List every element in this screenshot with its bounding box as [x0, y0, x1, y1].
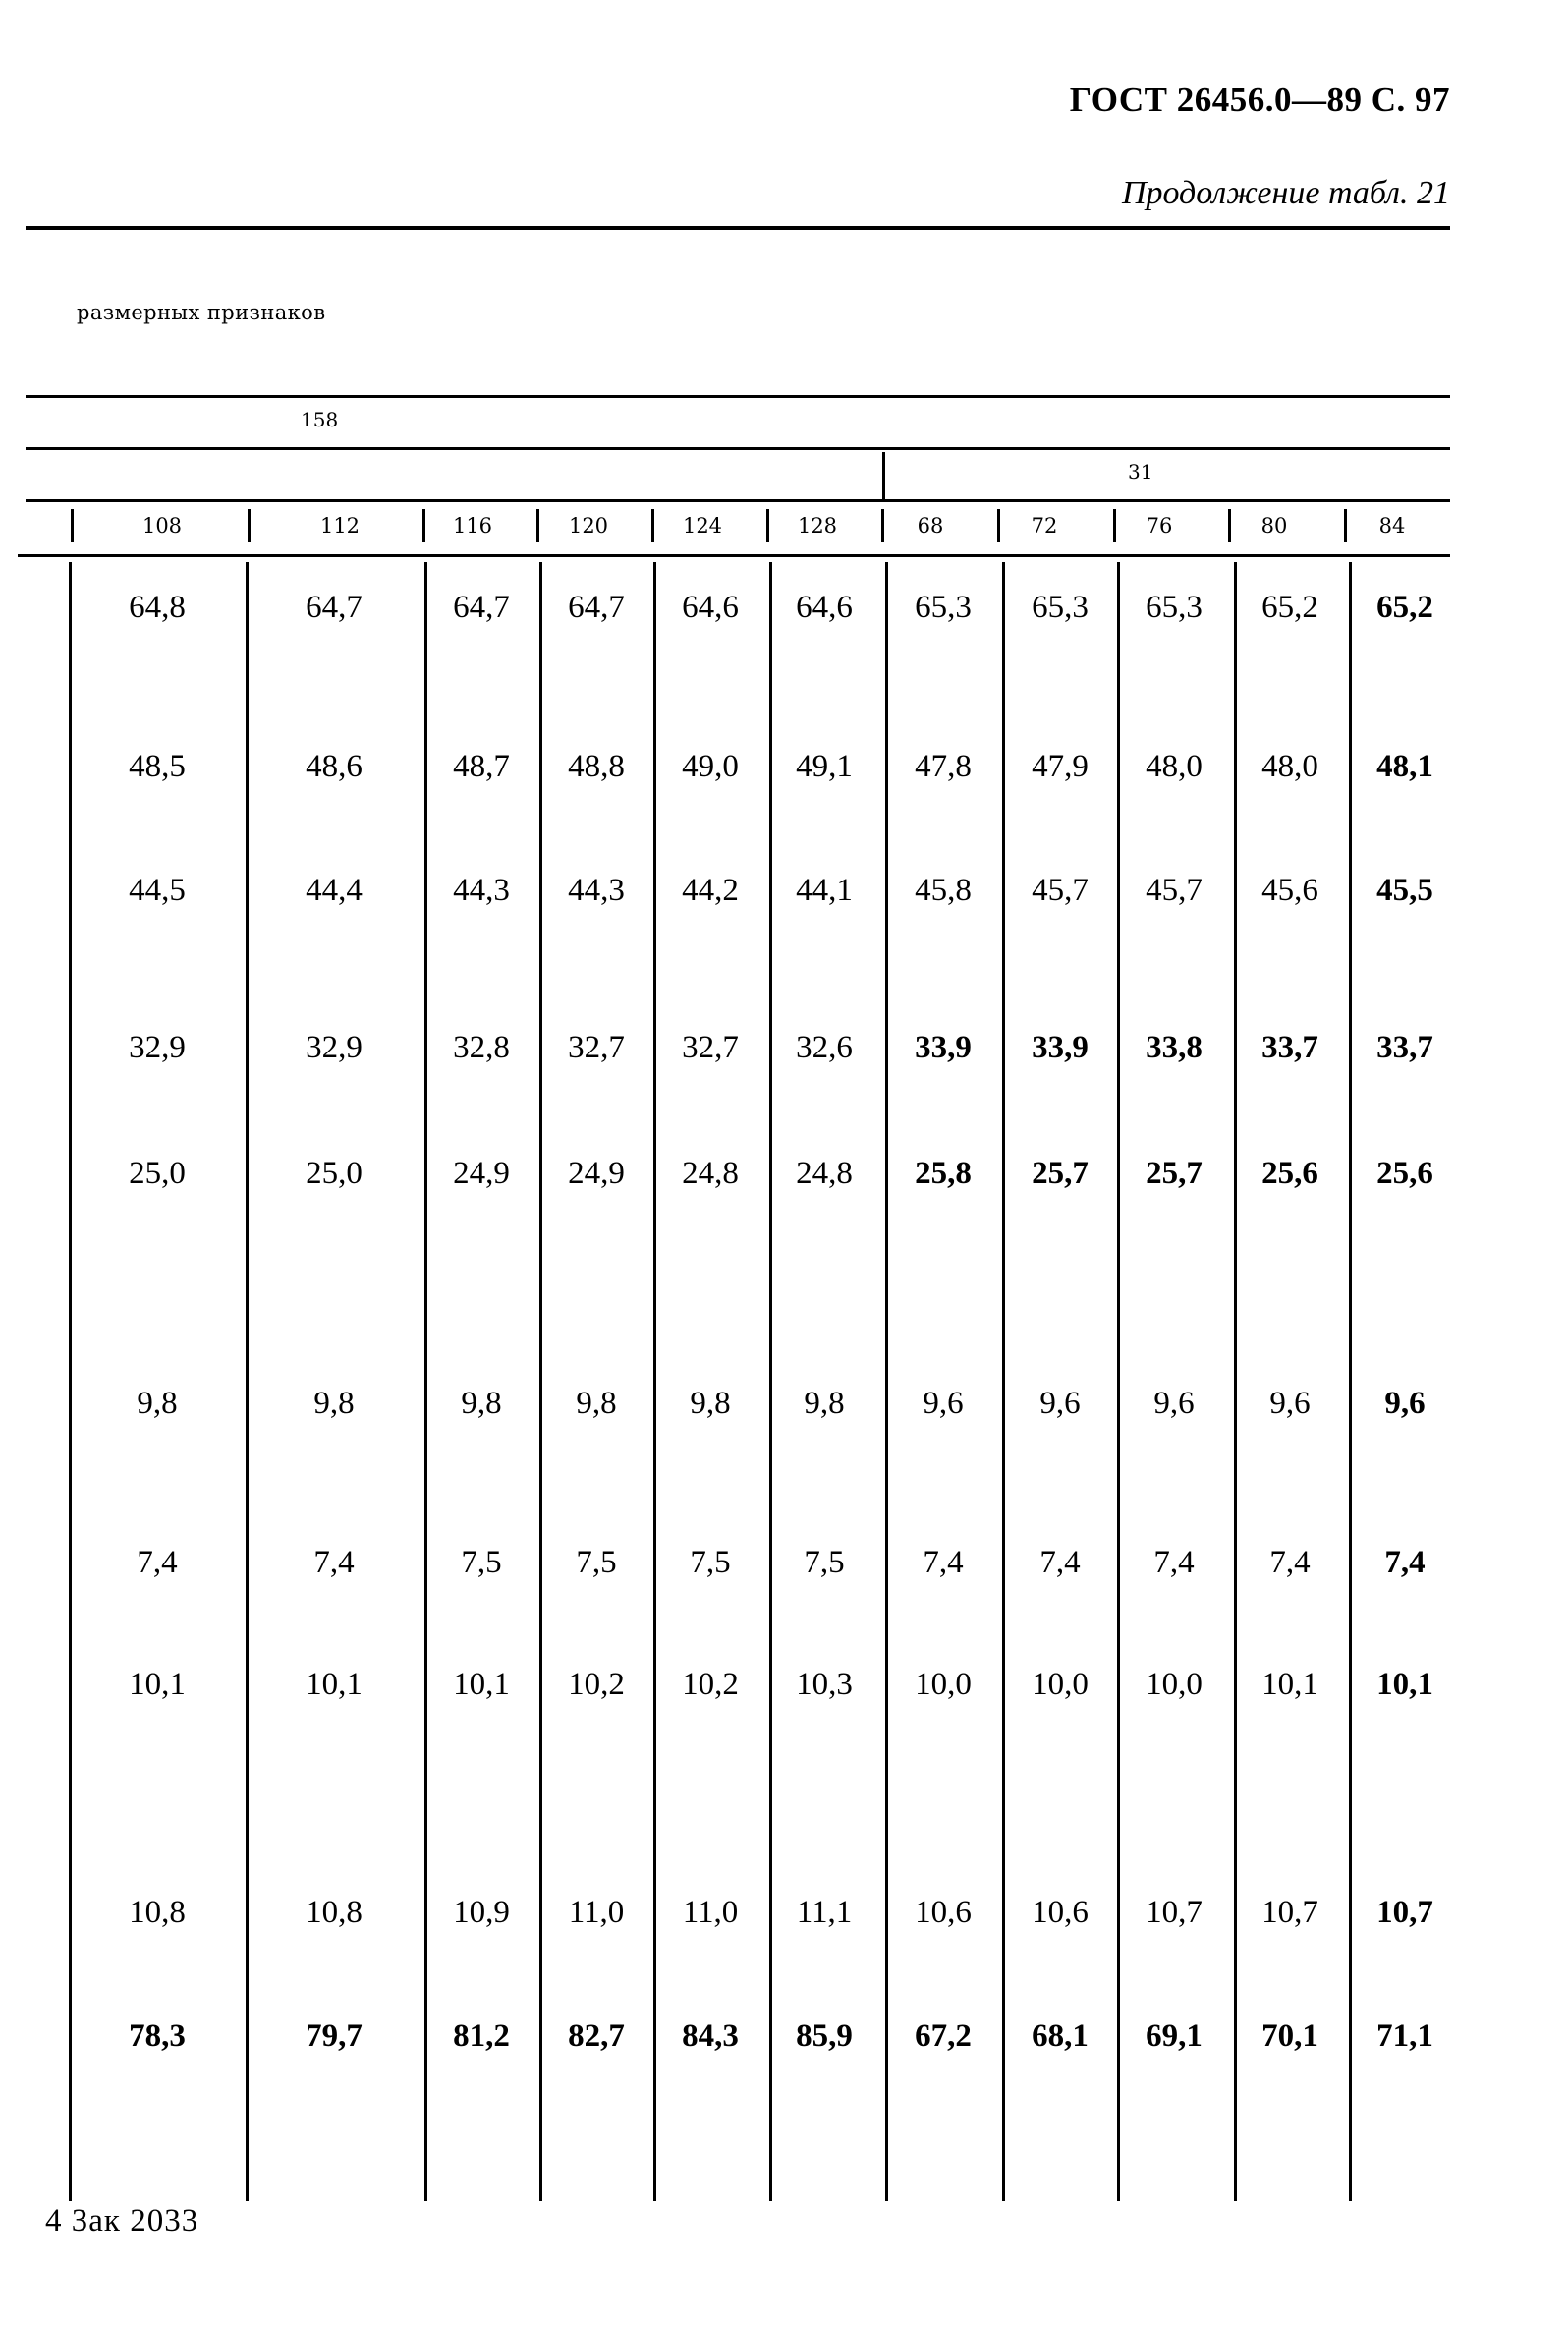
size-header-124: 124 — [682, 514, 723, 538]
table-cell: 7,4 — [1269, 1545, 1311, 1580]
table-cell: 7,5 — [804, 1545, 845, 1580]
table-cell: 44,4 — [306, 873, 363, 908]
size-header-68: 68 — [917, 514, 944, 538]
table-cell: 9,6 — [1039, 1386, 1081, 1421]
table-cell: 70,1 — [1261, 2018, 1318, 2054]
table-cell: 64,6 — [682, 590, 739, 625]
table-cell: 7,5 — [576, 1545, 617, 1580]
table-top-rule — [26, 395, 1450, 398]
table-cell: 64,7 — [306, 590, 363, 625]
table-cell: 65,3 — [1032, 590, 1089, 625]
table-cell: 32,9 — [129, 1030, 186, 1065]
size-header-116: 116 — [452, 514, 493, 538]
table-cell: 78,3 — [129, 2018, 186, 2054]
table-cell: 65,3 — [1146, 590, 1203, 625]
group-label-top: 158 — [301, 408, 339, 431]
table-cell: 7,4 — [1384, 1545, 1426, 1580]
footer-order-number: 4 Зак 2033 — [45, 2203, 199, 2239]
table-cell: 44,2 — [682, 873, 739, 908]
size-header-divider — [1344, 509, 1347, 542]
table-cell: 10,3 — [796, 1667, 853, 1702]
table-cell: 32,9 — [306, 1030, 363, 1065]
table-cell: 10,0 — [915, 1667, 972, 1702]
column-line — [885, 562, 888, 2201]
column-line — [769, 562, 772, 2201]
size-header-divider — [1113, 509, 1116, 542]
header-bottom-rule — [18, 554, 1450, 557]
table-cell: 10,8 — [306, 1895, 363, 1930]
table-cell: 10,1 — [453, 1667, 510, 1702]
table-cell: 44,1 — [796, 873, 853, 908]
table-cell: 11,0 — [568, 1895, 625, 1930]
table-cell: 67,2 — [915, 2018, 972, 2054]
document-header: ГОСТ 26456.0—89 С. 97 — [1069, 81, 1450, 119]
table-cell: 24,9 — [453, 1156, 510, 1191]
table-cell: 85,9 — [796, 2018, 853, 2054]
column-line — [1234, 562, 1237, 2201]
table-cell: 9,6 — [1269, 1386, 1311, 1421]
size-header-divider — [1228, 509, 1231, 542]
table-cell: 32,7 — [682, 1030, 739, 1065]
table-cell: 10,6 — [915, 1895, 972, 1930]
table-cell: 10,6 — [1032, 1895, 1089, 1930]
table-cell: 48,8 — [568, 749, 625, 784]
table-cell: 10,9 — [453, 1895, 510, 1930]
size-header-divider — [766, 509, 769, 542]
table-cell: 9,6 — [1153, 1386, 1195, 1421]
table-cell: 48,6 — [306, 749, 363, 784]
table-cell: 7,4 — [313, 1545, 355, 1580]
table-cell: 10,1 — [306, 1667, 363, 1702]
table-cell: 81,2 — [453, 2018, 510, 2054]
size-header-divider — [536, 509, 539, 542]
table-cell: 9,8 — [461, 1386, 502, 1421]
table-cell: 25,8 — [915, 1156, 972, 1191]
table-cell: 33,9 — [915, 1030, 972, 1065]
table-cell: 45,5 — [1376, 873, 1433, 908]
size-header-80: 80 — [1260, 514, 1288, 538]
table-cell: 84,3 — [682, 2018, 739, 2054]
table-cell: 10,2 — [682, 1667, 739, 1702]
table-cell: 45,7 — [1032, 873, 1089, 908]
size-header-120: 120 — [568, 514, 609, 538]
size-header-row — [0, 499, 1568, 554]
column-line — [539, 562, 542, 2201]
table-cell: 32,7 — [568, 1030, 625, 1065]
table-cell: 47,8 — [915, 749, 972, 784]
column-line — [424, 562, 427, 2201]
table-cell: 68,1 — [1032, 2018, 1089, 2054]
table-cell: 32,8 — [453, 1030, 510, 1065]
table-cell: 33,7 — [1261, 1030, 1318, 1065]
table-cell: 10,0 — [1032, 1667, 1089, 1702]
table-cell: 7,5 — [690, 1545, 731, 1580]
table-cell: 44,3 — [453, 873, 510, 908]
table-cell: 49,1 — [796, 749, 853, 784]
table-cell: 7,4 — [1039, 1545, 1081, 1580]
table-cell: 33,8 — [1146, 1030, 1203, 1065]
size-header-108: 108 — [141, 514, 183, 538]
table-cell: 64,6 — [796, 590, 853, 625]
table-cell: 45,8 — [915, 873, 972, 908]
size-header-divider — [248, 509, 251, 542]
table-cell: 48,0 — [1146, 749, 1203, 784]
table-cell: 10,1 — [129, 1667, 186, 1702]
table-cell: 64,7 — [453, 590, 510, 625]
column-line — [1349, 562, 1352, 2201]
table-cell: 24,8 — [682, 1156, 739, 1191]
group-label-sub: 31 — [1128, 460, 1153, 483]
size-header-divider — [422, 509, 425, 542]
table-cell: 10,7 — [1376, 1895, 1433, 1930]
table-cell: 25,7 — [1146, 1156, 1203, 1191]
size-header-112: 112 — [319, 514, 361, 538]
table-continuation-label: Продолжение табл. 21 — [1121, 175, 1450, 211]
table-cell: 9,6 — [923, 1386, 964, 1421]
table-cell: 25,6 — [1376, 1156, 1433, 1191]
column-line — [246, 562, 249, 2201]
table-cell: 24,8 — [796, 1156, 853, 1191]
table-cell: 48,7 — [453, 749, 510, 784]
table-cell: 44,3 — [568, 873, 625, 908]
size-header-divider — [71, 509, 74, 542]
size-header-72: 72 — [1031, 514, 1058, 538]
table-cell: 45,6 — [1261, 873, 1318, 908]
size-header-128: 128 — [797, 514, 838, 538]
table-caption: размерных признаков — [77, 301, 326, 324]
group-divider — [882, 452, 885, 499]
column-line — [653, 562, 656, 2201]
size-header-76: 76 — [1146, 514, 1173, 538]
table-cell: 9,8 — [690, 1386, 731, 1421]
table-cell: 45,7 — [1146, 873, 1203, 908]
table-cell: 49,0 — [682, 749, 739, 784]
table-cell: 71,1 — [1376, 2018, 1433, 2054]
table-cell: 10,7 — [1261, 1895, 1318, 1930]
table-cell: 11,1 — [796, 1895, 853, 1930]
table-cell: 9,8 — [137, 1386, 178, 1421]
table-cell: 33,9 — [1032, 1030, 1089, 1065]
table-cell: 64,8 — [129, 590, 186, 625]
table-cell: 48,1 — [1376, 749, 1433, 784]
table-cell: 9,6 — [1384, 1386, 1426, 1421]
table-cell: 11,0 — [682, 1895, 739, 1930]
table-cell: 10,1 — [1261, 1667, 1318, 1702]
table-cell: 69,1 — [1146, 2018, 1203, 2054]
size-header-84: 84 — [1378, 514, 1406, 538]
table-cell: 25,7 — [1032, 1156, 1089, 1191]
table-cell: 25,0 — [129, 1156, 186, 1191]
table-cell: 24,9 — [568, 1156, 625, 1191]
table-cell: 9,8 — [804, 1386, 845, 1421]
column-line — [69, 562, 72, 2201]
table-cell: 7,4 — [923, 1545, 964, 1580]
table-cell: 48,0 — [1261, 749, 1318, 784]
table-cell: 7,4 — [137, 1545, 178, 1580]
table-cell: 7,4 — [1153, 1545, 1195, 1580]
table-cell: 65,2 — [1376, 590, 1433, 625]
table-cell: 79,7 — [306, 2018, 363, 2054]
table-cell: 9,8 — [313, 1386, 355, 1421]
table-cell: 10,1 — [1376, 1667, 1433, 1702]
group-rule-1 — [26, 447, 1450, 450]
table-cell: 65,2 — [1261, 590, 1318, 625]
table-cell: 7,5 — [461, 1545, 502, 1580]
table-cell: 25,0 — [306, 1156, 363, 1191]
table-cell: 65,3 — [915, 590, 972, 625]
table-cell: 47,9 — [1032, 749, 1089, 784]
table-cell: 9,8 — [576, 1386, 617, 1421]
table-cell: 10,0 — [1146, 1667, 1203, 1702]
size-header-divider — [997, 509, 1000, 542]
table-cell: 25,6 — [1261, 1156, 1318, 1191]
size-header-divider — [651, 509, 654, 542]
table-cell: 33,7 — [1376, 1030, 1433, 1065]
size-header-divider — [881, 509, 884, 542]
column-line — [1002, 562, 1005, 2201]
table-cell: 32,6 — [796, 1030, 853, 1065]
table-cell: 44,5 — [129, 873, 186, 908]
table-cell: 10,2 — [568, 1667, 625, 1702]
column-line — [1117, 562, 1120, 2201]
table-cell: 64,7 — [568, 590, 625, 625]
table-cell: 10,8 — [129, 1895, 186, 1930]
table-cell: 48,5 — [129, 749, 186, 784]
table-cell: 10,7 — [1146, 1895, 1203, 1930]
table-cell: 82,7 — [568, 2018, 625, 2054]
header-rule — [26, 226, 1450, 230]
